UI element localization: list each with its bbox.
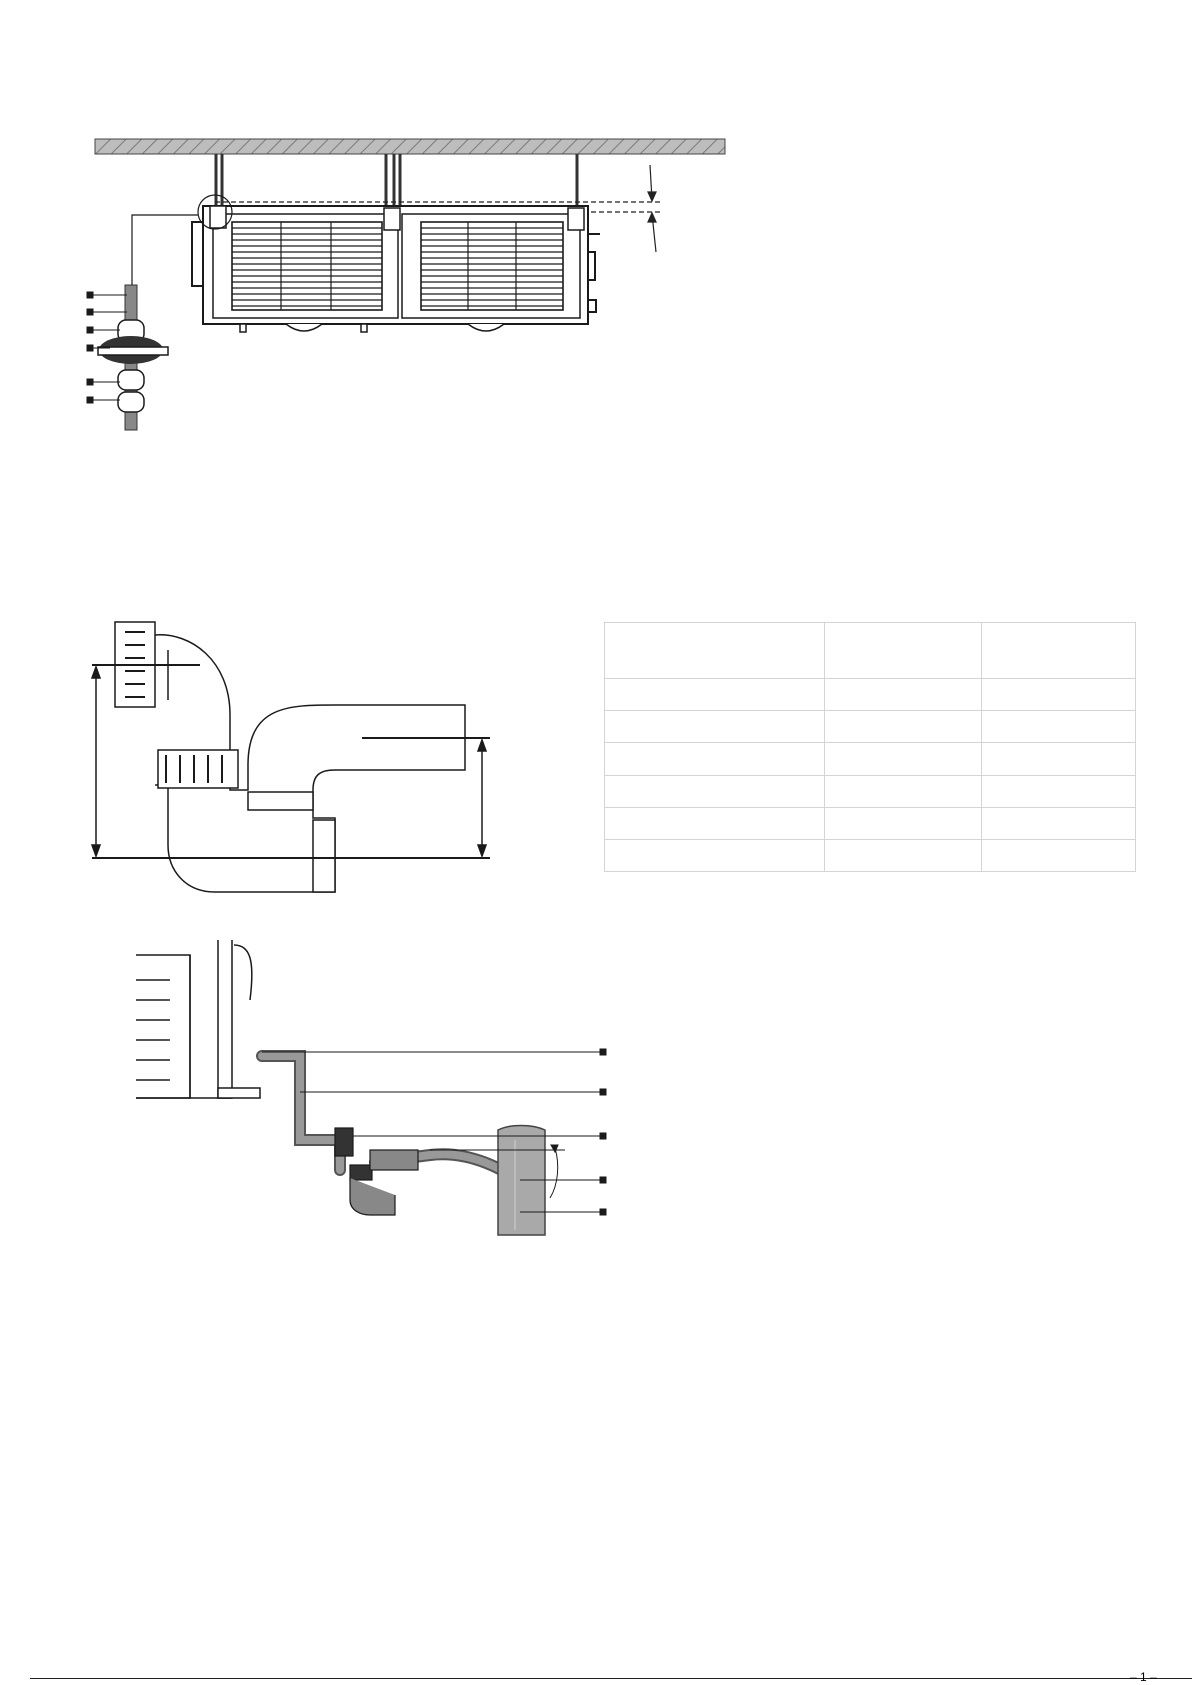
table-row [605, 679, 1136, 711]
table-cell [605, 839, 825, 871]
underside-details [240, 324, 504, 332]
table-header-cell [982, 623, 1136, 679]
page-number: – 1 – [1130, 1670, 1157, 1684]
dimension-arrow-right [478, 740, 486, 856]
siphon-nut-middle [158, 750, 238, 788]
table-cell [982, 743, 1136, 775]
table-cell [605, 775, 825, 807]
table-cell [605, 711, 825, 743]
table-row [605, 775, 1136, 807]
table-row [605, 839, 1136, 871]
drain-trap [335, 1128, 418, 1215]
detail-leader [132, 215, 198, 285]
table-cell [825, 711, 982, 743]
table-cell [825, 807, 982, 839]
table-cell [982, 679, 1136, 711]
footer-rule [30, 1678, 1192, 1679]
table-header-cell [605, 623, 825, 679]
table-cell [982, 711, 1136, 743]
figure-drain-connection [136, 940, 606, 1235]
table-header-cell [825, 623, 982, 679]
ceiling-slab [95, 139, 725, 154]
table-row [605, 807, 1136, 839]
table-cell [982, 807, 1136, 839]
table-cell [825, 743, 982, 775]
dimension-arrow-left [92, 667, 100, 856]
anti-vibration-mount-detail [98, 285, 168, 430]
table-cell [825, 775, 982, 807]
table-row [605, 711, 1136, 743]
table-cell [825, 679, 982, 711]
table-row [605, 743, 1136, 775]
spec-table [604, 622, 1136, 872]
siphon-nut-bottom [248, 792, 313, 810]
table-cell [982, 775, 1136, 807]
table-header-row [605, 623, 1136, 679]
table-cell [825, 839, 982, 871]
table-cell [982, 839, 1136, 871]
callouts-drain [262, 1049, 606, 1215]
figure-siphon-dimensions [92, 622, 490, 892]
figure-ceiling-mounting [87, 139, 725, 430]
table-cell [605, 807, 825, 839]
table-cell [605, 679, 825, 711]
unit-side-view [136, 940, 260, 1098]
table-cell [605, 743, 825, 775]
